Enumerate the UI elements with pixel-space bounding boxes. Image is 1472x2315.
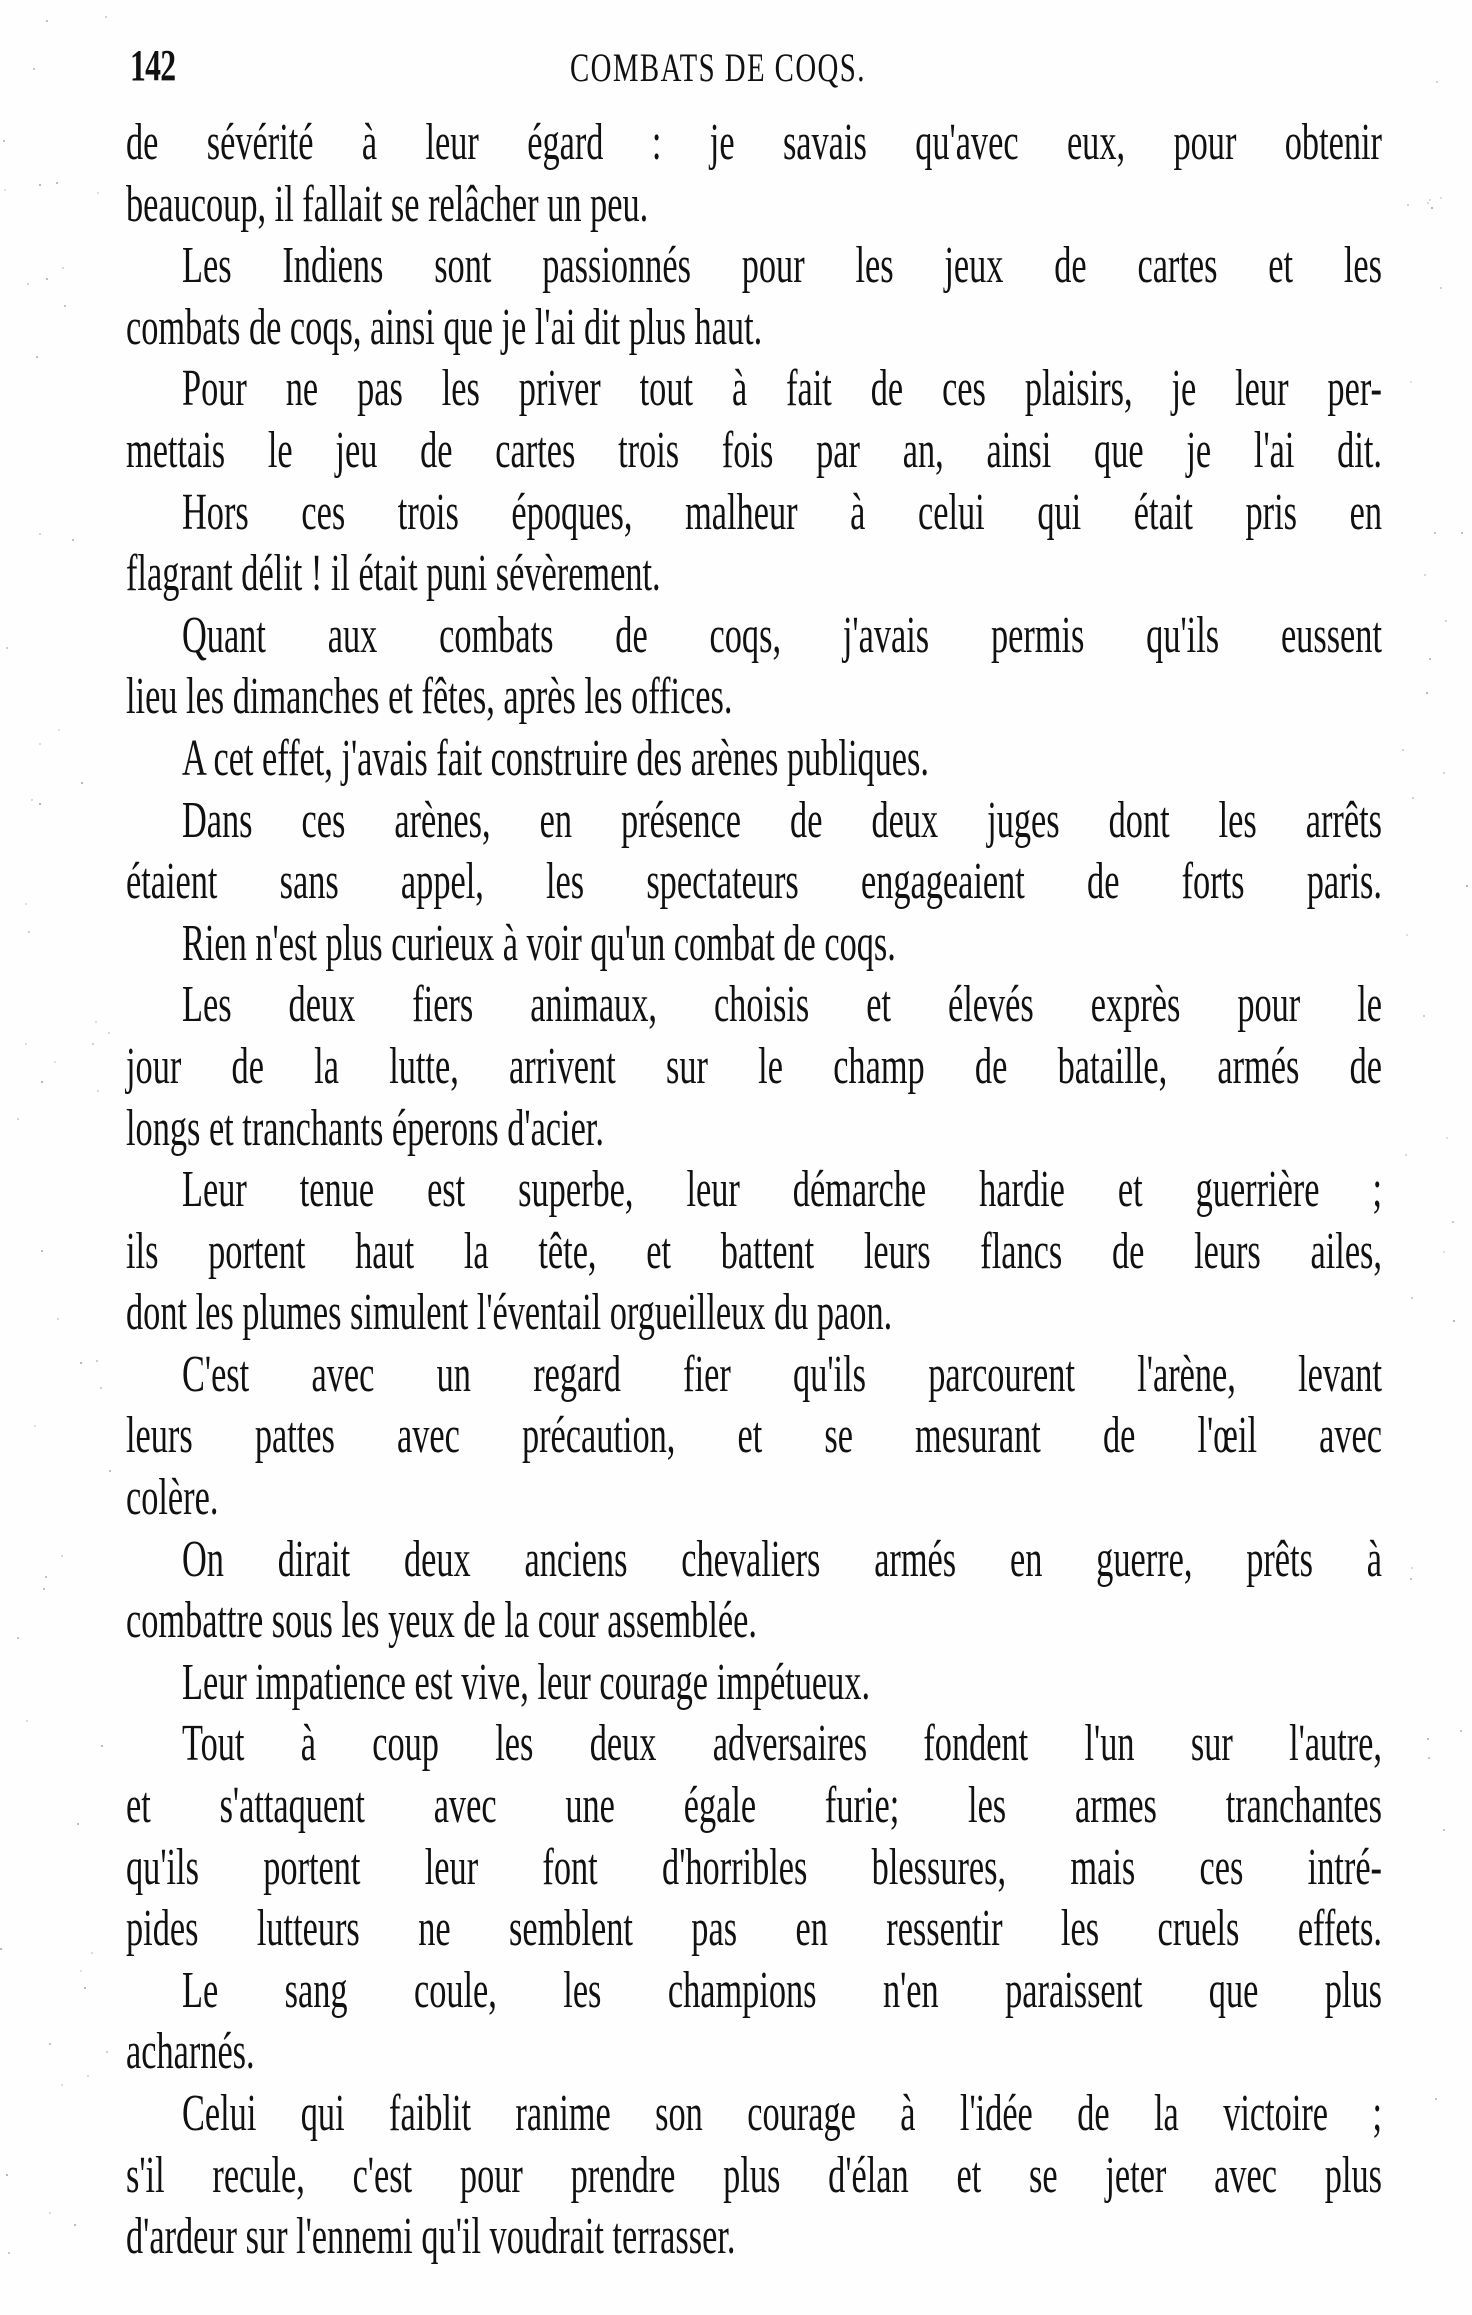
scan-speck: [27, 283, 29, 285]
text-line-content: mettais le jeu de cartes trois fois par an, ainsi que je l'ai dit.: [126, 421, 1382, 479]
text-line: [126, 790, 1382, 852]
scan-speck: [56, 182, 58, 184]
scan-speck: [64, 305, 66, 307]
text-line-content: colère.: [126, 1469, 219, 1527]
scan-speck: [101, 1745, 103, 1747]
scan-speck: [1440, 197, 1442, 199]
scan-speck: [80, 1970, 82, 1972]
scan-speck: [74, 2224, 76, 2226]
text-line: [126, 112, 1382, 174]
scan-speck: [6, 2174, 8, 2176]
scan-speck: [1443, 772, 1445, 774]
scan-speck: [1426, 692, 1428, 694]
text-line-content: d'ardeur sur l'ennemi qu'il voudrait terrasser.: [126, 2208, 736, 2266]
text-line-content: lieu les dimanches et fêtes, après les offices.: [126, 668, 733, 726]
scan-speck: [41, 1081, 43, 1083]
running-head: [0, 40, 1472, 100]
text-line: [126, 605, 1382, 667]
text-line-content: Tout à coup les deux adversaires fondent l'un sur l'autre,: [181, 1715, 1382, 1773]
scan-speck: [108, 1032, 110, 1034]
scan-speck: [57, 1318, 59, 1320]
text-line-content: beaucoup, il fallait se relâcher un peu.: [126, 175, 649, 233]
scan-speck: [91, 1952, 93, 1954]
scan-speck: [46, 20, 48, 22]
text-line-content: Celui qui faiblit ranime son courage à l'idée de la victoire ;: [181, 2085, 1382, 2142]
text-line-content: longs et tranchants éperons d'acier.: [126, 1099, 604, 1157]
scan-speck: [54, 1061, 56, 1063]
text-line: [126, 2021, 1382, 2083]
text-line: [126, 1590, 1382, 1652]
text-line-content: Rien n'est plus curieux à voir qu'un combat de coqs.: [181, 914, 896, 972]
scan-speck: [1440, 287, 1442, 289]
text-line-content: jour de la lutte, arrivent sur le champ de bataille, armés de: [126, 1037, 1382, 1095]
scan-speck: [1431, 207, 1433, 209]
text-line-content: combattre sous les yeux de la cour assemblée.: [126, 1592, 757, 1650]
scan-speck: [1411, 1567, 1413, 1569]
text-line: [126, 1775, 1382, 1837]
scan-speck: [8, 2252, 10, 2254]
text-line: [126, 1282, 1382, 1344]
scan-speck: [1461, 532, 1463, 534]
text-line-content: acharnés.: [126, 2023, 255, 2081]
text-line: [126, 974, 1382, 1036]
text-line-content: s'il recule, c'est pour prendre plus d'élan et se jeter avec plus: [126, 2146, 1382, 2204]
text-line: [126, 1098, 1382, 1160]
scan-speck: [81, 782, 83, 784]
scan-speck: [4, 189, 6, 191]
scan-speck: [1466, 885, 1468, 887]
scan-speck: [1429, 199, 1431, 201]
text-line-content: leurs pattes avec précaution, et se mesurant de l'œil avec: [126, 1407, 1382, 1465]
running-title: COMBATS DE COQS.: [570, 45, 866, 90]
scan-speck: [1424, 574, 1426, 576]
scan-speck: [26, 1720, 28, 1722]
text-line: [126, 1344, 1382, 1406]
scan-speck: [43, 1588, 45, 1590]
scan-speck: [17, 1637, 19, 1639]
scan-speck: [36, 356, 38, 358]
scan-speck: [96, 1360, 98, 1362]
scan-speck: [1443, 1829, 1445, 1831]
text-line: [126, 174, 1382, 236]
scan-speck: [87, 2075, 89, 2077]
text-line-content: et s'attaquent avec une égale furie; les armes tranchantes: [126, 1777, 1382, 1835]
text-line-content: A cet effet, j'avais fait construire des arènes publiques.: [181, 729, 929, 787]
text-line-content: flagrant délit ! il était puni sévèrement.: [126, 545, 661, 603]
text-line-content: Quant aux combats de coqs, j'avais permis qu'ils eussent: [181, 606, 1382, 664]
scan-speck: [105, 16, 107, 18]
text-line: [126, 913, 1382, 975]
scan-speck: [72, 539, 74, 541]
scan-speck: [3, 140, 5, 142]
text-line: [126, 1221, 1382, 1283]
text-line-content: Les deux fiers animaux, choisis et élevés exprès pour le: [181, 976, 1382, 1034]
text-line: [126, 728, 1382, 790]
scan-speck: [31, 799, 33, 801]
text-line-content: Les Indiens sont passionnés pour les jeux de cartes et les: [181, 237, 1382, 295]
scan-speck: [1427, 1738, 1429, 1740]
page-number: 142: [130, 41, 176, 90]
scan-speck: [61, 1555, 63, 1557]
scan-speck: [80, 1362, 82, 1364]
scan-speck: [1446, 1137, 1448, 1139]
scan-speck: [1402, 749, 1404, 751]
text-line-content: dont les plumes simulent l'éventail orgueilleux du paon.: [126, 1284, 893, 1342]
scan-speck: [58, 729, 60, 731]
text-line: [126, 2145, 1382, 2207]
scan-speck: [84, 1987, 86, 1989]
scan-speck: [1434, 532, 1436, 534]
text-line-content: de sévérité à leur égard : je savais qu'avec eux, pour obtenir: [126, 114, 1382, 171]
text-line: [126, 1036, 1382, 1098]
scan-speck: [77, 1823, 79, 1825]
scan-speck: [45, 1576, 47, 1578]
text-line: [126, 1837, 1382, 1899]
text-line: [126, 1467, 1382, 1529]
scan-speck: [1412, 797, 1414, 799]
text-line: [126, 1960, 1382, 2022]
text-line: [126, 1652, 1382, 1714]
scan-speck: [28, 931, 30, 933]
scan-speck: [1427, 202, 1429, 204]
text-line-content: ils portent haut la tête, et battent leurs flancs de leurs ailes,: [126, 1222, 1382, 1280]
scan-speck: [41, 1250, 43, 1252]
text-line: [126, 1713, 1382, 1775]
scan-speck: [1411, 1297, 1413, 1299]
text-line: [126, 543, 1382, 605]
scan-speck: [1410, 1578, 1412, 1580]
text-line: [126, 420, 1382, 482]
scan-speck: [1443, 1251, 1445, 1253]
scan-speck: [17, 1118, 19, 1120]
text-line: [126, 2083, 1382, 2145]
text-line-content: pides lutteurs ne semblent pas en ressentir les cruels effets.: [126, 1900, 1382, 1958]
scan-speck: [95, 1021, 97, 1023]
scan-speck: [39, 803, 41, 805]
scan-speck: [1406, 934, 1408, 936]
text-line: [126, 1898, 1382, 1960]
scan-speck: [1410, 381, 1412, 383]
scan-speck: [46, 278, 48, 280]
text-line-content: Leur tenue est superbe, leur démarche hardie et guerrière ;: [181, 1161, 1382, 1219]
text-line-content: étaient sans appel, les spectateurs engageaient de forts paris.: [126, 853, 1382, 911]
scan-speck: [97, 1090, 99, 1092]
text-line-content: Le sang coule, les champions n'en paraissent que plus: [181, 1961, 1382, 2019]
text-line-content: Leur impatience est vive, leur courage impétueux.: [181, 1653, 871, 1711]
text-line: [126, 297, 1382, 359]
scan-speck: [34, 1425, 36, 1427]
text-line: [126, 2206, 1382, 2268]
scan-speck: [1423, 1015, 1425, 1017]
text-line: [126, 666, 1382, 728]
scan-speck: [62, 267, 64, 269]
scan-speck: [1452, 1221, 1454, 1223]
scan-speck: [61, 2084, 63, 2086]
scan-speck: [1460, 1730, 1462, 1732]
scan-speck: [49, 2043, 51, 2045]
text-line-content: On dirait deux anciens chevaliers armés en guerre, prêts à: [181, 1530, 1382, 1588]
text-line: [126, 1159, 1382, 1221]
text-line: [126, 482, 1382, 544]
scan-speck: [39, 184, 41, 186]
scan-speck: [97, 192, 99, 194]
text-line: [126, 1405, 1382, 1467]
text-line-content: Pour ne pas les priver tout à fait de ces plaisirs, je leur per-: [181, 360, 1382, 418]
scan-speck: [39, 533, 41, 535]
scan-speck: [109, 1470, 111, 1472]
text-line-content: qu'ils portent leur font d'horribles blessures, mais ces intré-: [126, 1838, 1382, 1896]
text-line-content: Hors ces trois époques, malheur à celui qui était pris en: [181, 483, 1382, 541]
scan-speck: [1407, 204, 1409, 206]
text-line-content: combats de coqs, ainsi que je l'ai dit plus haut.: [126, 298, 763, 356]
text-line: [126, 358, 1382, 420]
scan-speck: [49, 2212, 51, 2214]
scan-speck: [0, 1948, 2, 1950]
scan-speck: [1405, 1154, 1407, 1156]
scan-speck: [106, 2051, 108, 2053]
text-line-content: Dans ces arènes, en présence de deux juges dont les arrêts: [181, 791, 1382, 849]
scan-speck: [1429, 658, 1431, 660]
scan-speck: [25, 903, 27, 905]
scan-speck: [1445, 620, 1447, 622]
scan-speck: [1453, 1320, 1455, 1322]
scan-speck: [1428, 1757, 1430, 1759]
text-line: [126, 1529, 1382, 1591]
text-line: [126, 235, 1382, 297]
text-line: [126, 851, 1382, 913]
scan-speck: [39, 743, 41, 745]
scan-speck: [100, 1387, 102, 1389]
scan-speck: [92, 1043, 94, 1045]
body-text: [126, 112, 1382, 2268]
scan-speck: [25, 1043, 27, 1045]
scan-speck: [1435, 2098, 1437, 2100]
text-line-content: C'est avec un regard fier qu'ils parcourent l'arène, levant: [181, 1345, 1382, 1403]
scan-speck: [6, 647, 8, 649]
